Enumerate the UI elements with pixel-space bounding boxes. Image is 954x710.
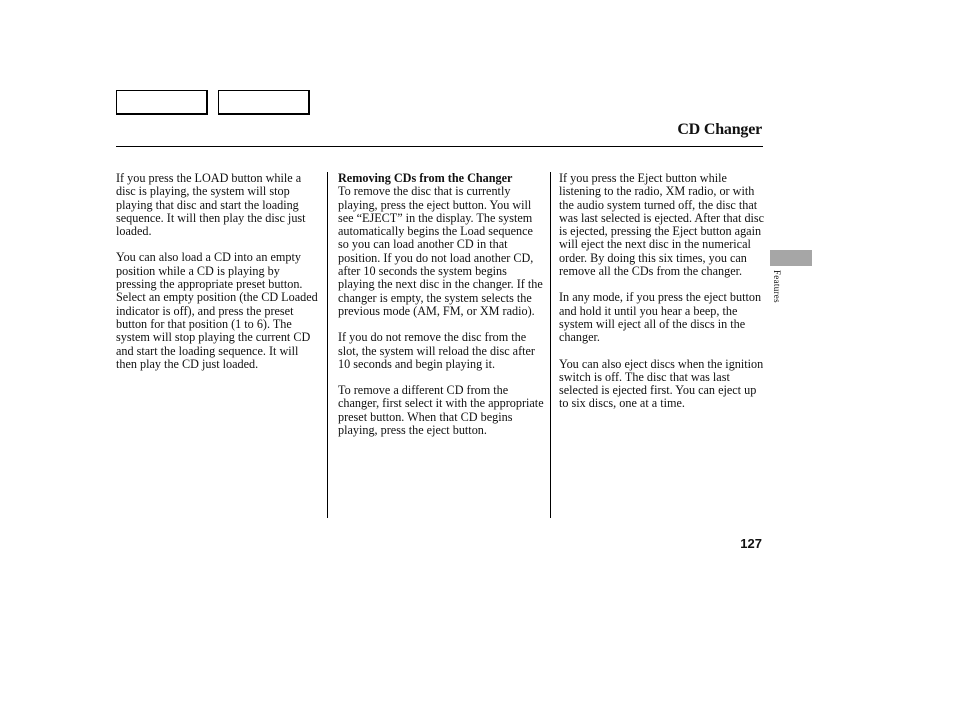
column-divider xyxy=(327,172,328,518)
paragraph xyxy=(338,172,544,318)
paragraph: You can also eject discs when the ignition switch is off. The disc that was last selected is ejected first. You can eject up to six discs, one at a time. xyxy=(559,356,764,411)
paragraph: If you do not remove the disc from the slot, the system will reload the disc after 10 seconds and begin playing it. xyxy=(338,330,535,371)
paragraph-text: To remove the disc that is currently playing, press the eject button. You will see “EJECT” in the display. The system automatically begins the Load sequence so you can load another CD in that position. If you do not load another CD, after 10 seconds the system begins playing the next disc in the changer. If the changer is empty, the system selects the previous mode (AM, FM, or XM radio). xyxy=(338,184,543,318)
nav-previous-button[interactable] xyxy=(116,90,208,115)
section-heading: Removing CDs from the Changer xyxy=(338,171,513,185)
paragraph: You can also load a CD into an empty position while a CD is playing by pressing the appropriate preset button. Select an empty position (the CD Loaded indicator is off), and press the preset button for that position (1 to 6). The system will stop playing the current CD and start the loading sequence. It will then play the CD just loaded. xyxy=(116,250,318,371)
text-column-3 xyxy=(559,172,765,424)
nav-next-button[interactable] xyxy=(218,90,310,115)
paragraph: In any mode, if you press the eject button and hold it until you hear a beep, the system will eject all of the discs in the changer. xyxy=(559,290,762,345)
section-label: Features xyxy=(772,270,782,303)
page-number: 127 xyxy=(740,536,762,551)
paragraph: If you press the Eject button while listening to the radio, XM radio, or with the audio system turned off, the disc that was last selected is ejected. After that disc is ejected, pressing the Eject button again will eject the next disc in the numerical order. By doing this six times, you can remove all the CDs from the changer. xyxy=(559,171,765,279)
header-rule xyxy=(116,146,763,147)
paragraph: To remove a different CD from the changer, first select it with the appropriate preset button. When that CD begins playing, press the eject button. xyxy=(338,383,544,438)
text-column-2 xyxy=(338,172,544,450)
paragraph: If you press the LOAD button while a disc is playing, the system will stop playing that disc and start the loading sequence. It will then play the disc just loaded. xyxy=(116,171,306,239)
section-tab xyxy=(770,250,812,266)
text-column-1 xyxy=(116,172,322,384)
column-divider xyxy=(550,172,551,518)
page-title: CD Changer xyxy=(677,121,762,138)
